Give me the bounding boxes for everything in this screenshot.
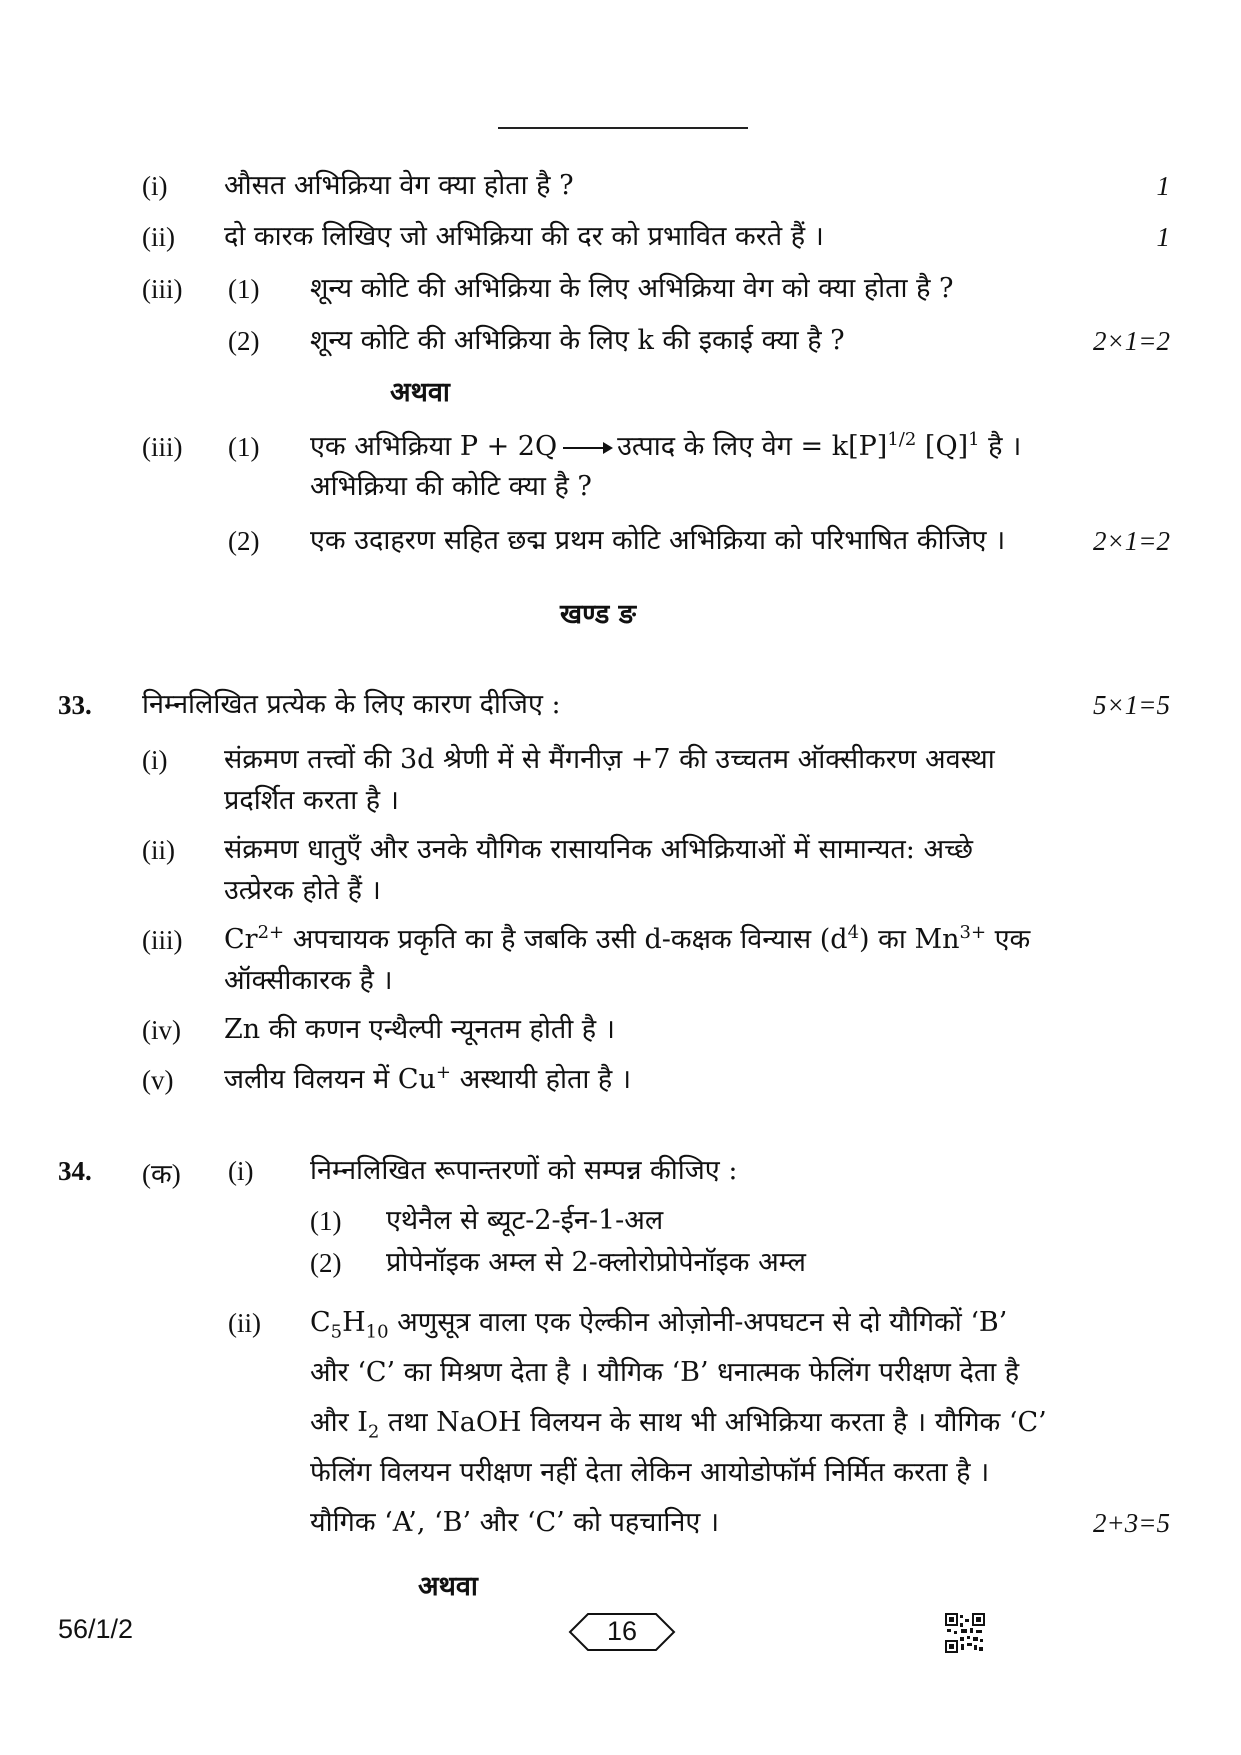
q33-iii-sup2: 4 [847,922,860,943]
q34-ii-l3-b: तथा NaOH विलयन के साथ भी अभिक्रिया करता है । यौगिक ‘C’ [379,1407,1047,1438]
q32-alt-1-b: उत्पाद के लिए वेग = k[P] [617,431,888,462]
q32-alt-iii-label: (iii) [142,432,183,462]
q33-v-sup: + [435,1062,451,1083]
q32-alt-1-line1 [310,430,1021,464]
q32-alt-1-label: (1) [228,432,260,462]
q34-i-2-label: (2) [310,1248,342,1278]
q32-iii-marks: 2×1=2 [1093,326,1170,356]
q32-iii-label: (iii) [142,274,183,304]
section-heading: खण्ड ङ [560,599,636,630]
q33-i-line1: संक्रमण तत्त्वों की 3d श्रेणी में से मैंगनीज़ +7 की उच्चतम ऑक्सीकरण अवस्था [224,744,995,775]
q32-alt-2-text: एक उदाहरण सहित छद्म प्रथम कोटि अभिक्रिया को परिभाषित कीजिए । [310,525,1006,556]
q34-ii-label: (ii) [228,1308,261,1338]
q32-alt-2-label: (2) [228,526,260,556]
q33-v-label: (v) [142,1065,174,1095]
q33-i-label: (i) [142,745,168,775]
q32-iii-2-text: शून्य कोटि की अभिक्रिया के लिए k की इकाई क्या है ? [310,325,845,356]
q34-ii-line4: फेलिंग विलयन परीक्षण नहीं देता लेकिन आयोडोफॉर्म निर्मित करता है । [310,1457,990,1488]
q33-ii-line1: संक्रमण धातुएँ और उनके यौगिक रासायनिक अभिक्रियाओं में सामान्यत: अच्छे [224,834,973,865]
q33-v-a: जलीय विलयन में Cu [224,1064,436,1095]
q32-alt-1-exp2: 1 [968,429,980,450]
q34-ii-line5: यौगिक ‘A’, ‘B’ और ‘C’ को पहचानिए । [310,1507,720,1538]
q32-iii-1-text: शून्य कोटि की अभिक्रिया के लिए अभिक्रिया वेग को क्या होता है ? [310,273,954,304]
q34-ii-l3-sub: 2 [367,1421,380,1443]
q33-iii-sup3: 3+ [959,922,987,943]
q33-v-b: अस्थायी होता है । [450,1064,632,1095]
q32-alt-1-d: है । [979,431,1022,462]
q33-v-text [224,1063,631,1097]
q33-iii-a: Cr [224,924,258,955]
q33-number: 33. [58,690,92,720]
q32-ii-marks: 1 [1156,222,1170,252]
q34-number: 34. [58,1156,92,1186]
page-number-badge [568,1612,676,1652]
q34-marks: 2+3=5 [1093,1508,1170,1538]
q34-or-heading: अथवा [418,1571,478,1602]
q34-i-text: निम्नलिखित रूपान्तरणों को सम्पन्न कीजिए : [310,1155,738,1186]
paper-code: 56/1/2 [58,1614,134,1644]
q34-ii-sub1: 5 [330,1321,343,1343]
q33-iii-b: अपचायक प्रकृति का है जबकि उसी d-कक्षक विन्यास (d [284,924,848,955]
q33-iii-line1 [224,923,1030,957]
q34-ii-h: H [342,1307,366,1338]
q32-ii-label: (ii) [142,222,175,252]
q34-i-1-text: एथेनैल से ब्यूट-2-ईन-1-अल [386,1205,664,1236]
q32-i-text: औसत अभिक्रिया वेग क्या होता है ? [224,170,574,201]
q32-i-marks: 1 [1156,171,1170,201]
q33-iv-label: (iv) [142,1015,181,1045]
q32-alt-marks: 2×1=2 [1093,526,1170,556]
q33-iv-text: Zn की कणन एन्थैल्पी न्यूनतम होती है । [224,1014,615,1045]
reaction-arrow [563,447,611,449]
q34-part: (क) [142,1159,181,1189]
q33-iii-line2: ऑक्सीकारक है । [224,965,393,996]
q34-ii-line3 [310,1406,1047,1443]
q32-alt-1-c: [Q] [916,431,969,462]
q32-iii-1-label: (1) [228,274,260,304]
q33-iii-d: एक [986,924,1031,955]
q32-alt-1-a: एक अभिक्रिया P + 2Q [310,431,558,462]
q33-iii-label: (iii) [142,925,183,955]
q32-i-label: (i) [142,171,168,201]
page-number: 16 [606,1616,638,1646]
q34-ii-line1 [310,1306,1008,1343]
separator-line [498,127,748,129]
q34-ii-sub2: 10 [365,1321,389,1343]
q32-iii-2-label: (2) [228,326,260,356]
q33-text: निम्नलिखित प्रत्येक के लिए कारण दीजिए : [142,689,561,720]
q32-alt-1-exp1: 1/2 [887,429,917,450]
q33-ii-label: (ii) [142,835,175,865]
q33-ii-line2: उत्प्रेरक होते हैं । [224,875,381,906]
q34-ii-rest: अणुसूत्र वाला एक ऐल्कीन ओज़ोनी-अपघटन से दो यौगिकों ‘B’ [388,1307,1008,1338]
q34-i-2-text: प्रोपेनॉइक अम्ल से 2-क्लोरोप्रोपेनॉइक अम्ल [386,1247,806,1278]
q33-iii-c: ) का Mn [859,924,960,955]
qr-code-icon [945,1613,985,1653]
q33-marks: 5×1=5 [1093,690,1170,720]
q34-ii-l3-a: और I [310,1407,368,1438]
or-heading: अथवा [390,377,450,408]
q34-ii-c: C [310,1307,331,1338]
q34-ii-line2: और ‘C’ का मिश्रण देता है । यौगिक ‘B’ धनात्मक फेलिंग परीक्षण देता है [310,1357,1020,1388]
q32-alt-1-line2: अभिक्रिया की कोटि क्या है ? [310,471,592,502]
q34-i-1-label: (1) [310,1206,342,1236]
q33-iii-sup1: 2+ [257,922,285,943]
q34-i-label: (i) [228,1156,254,1186]
q33-i-line2: प्रदर्शित करता है । [224,785,399,816]
q32-ii-text: दो कारक लिखिए जो अभिक्रिया की दर को प्रभावित करते हैं । [224,221,824,252]
